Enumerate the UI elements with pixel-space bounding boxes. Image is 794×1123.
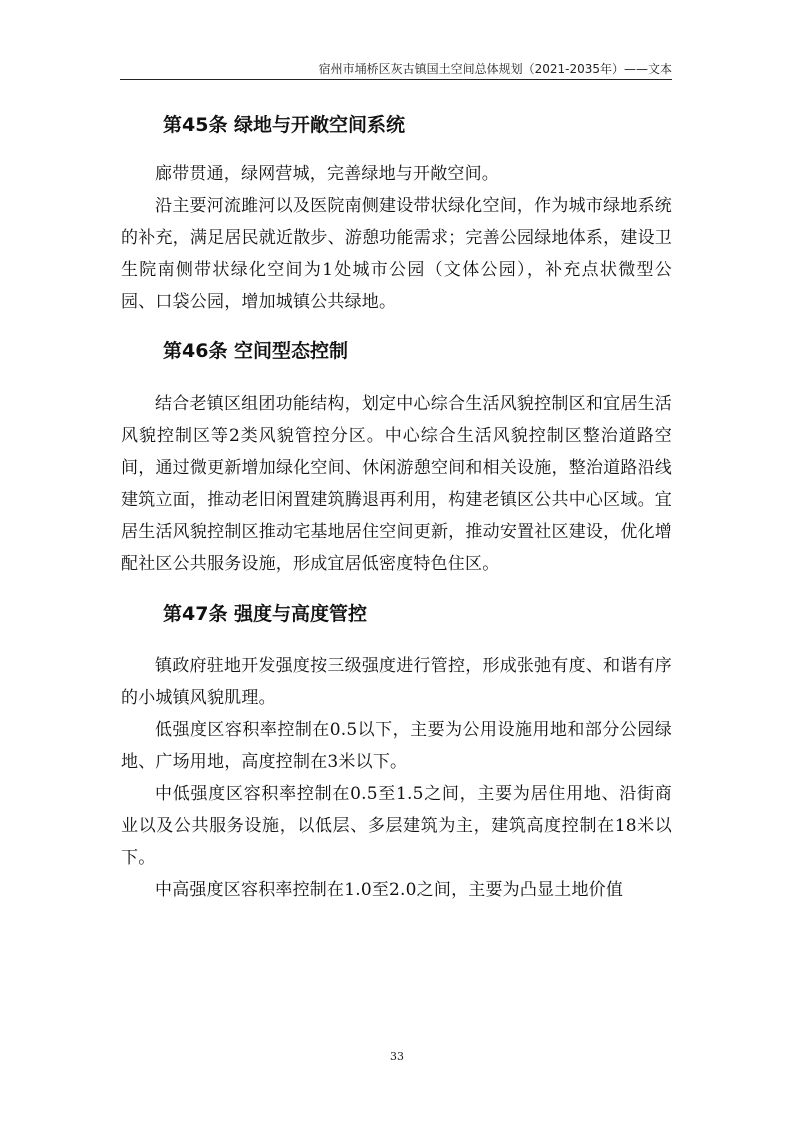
document-body (121, 100, 672, 906)
section-45-title: 第45条 绿地与开敞空间系统 (163, 114, 406, 136)
page-number: 33 (390, 1050, 404, 1063)
section-47-paragraph-2: 低强度区容积率控制在0.5以下，主要为公用设施用地和部分公园绿地、广场用地，高度控制在3米以下。 (121, 720, 672, 772)
section-46-title: 第46条 空间型态控制 (163, 340, 349, 362)
section-47-paragraph-3: 中低强度区容积率控制在0.5至1.5之间，主要为居住用地、沿街商业以及公共服务设施，以低层、多层建筑为主，建筑高度控制在18米以下。 (121, 784, 672, 868)
running-header: 宿州市埇桥区灰古镇国土空间总体规划（2021-2035年）——文本 (318, 62, 672, 76)
header-divider (120, 79, 672, 80)
section-45-paragraph-2: 沿主要河流雎河以及医院南侧建设带状绿化空间，作为城市绿地系统的补充，满足居民就近散步、游憩功能需求；完善公园绿地体系，建设卫生院南侧带状绿化空间为1处城市公园（文体公园），补充点状微型公园、口袋公园，增加城镇公共绿地。 (121, 196, 672, 312)
section-45-paragraph-1: 廊带贯通，绿网营城，完善绿地与开敞空间。 (155, 164, 499, 184)
section-47-paragraph-4: 中高强度区容积率控制在1.0至2.0之间，主要为凸显土地价值 (155, 880, 624, 900)
section-47-paragraph-1: 镇政府驻地开发强度按三级强度进行管控，形成张弛有度、和谐有序的小城镇风貌肌理。 (121, 656, 672, 708)
section-46-paragraph-1: 结合老镇区组团功能结构，划定中心综合生活风貌控制区和宜居生活风貌控制区等2类风貌管控分区。中心综合生活风貌控制区整治道路空间，通过微更新增加绿化空间、休闲游憩空间和相关设施，整治道路沿线建筑立面，推动老旧闲置建筑腾退再利用，构建老镇区公共中心区域。宜居生活风貌控制区推动宅基地居住空间更新，推动安置社区建设，优化增配社区公共服务设施，形成宜居低密度特色住区。 (121, 394, 672, 574)
section-47-title: 第47条 强度与高度管控 (163, 603, 368, 625)
